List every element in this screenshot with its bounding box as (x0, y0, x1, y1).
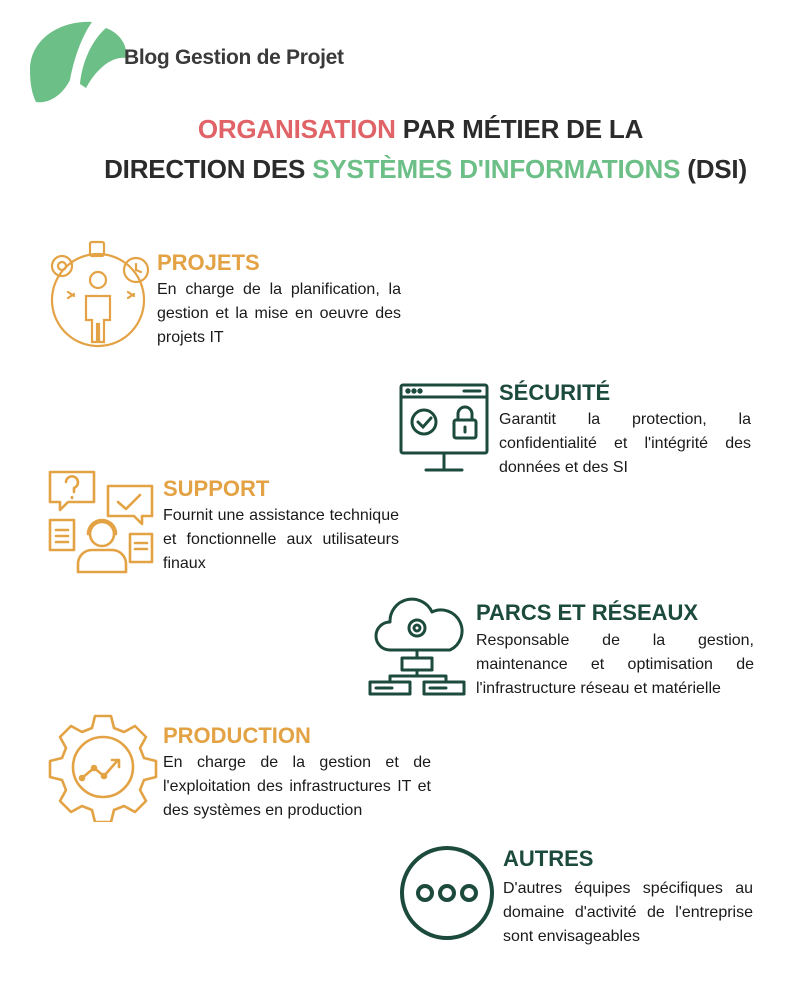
support-agent-icon (46, 468, 158, 576)
section-desc-autres: D'autres équipes spécifiques au domaine d'activité de l'entreprise sont envisageables (503, 880, 753, 945)
monitor-lock-icon (398, 382, 490, 476)
section-desc-projets: En charge de la planification, la gestion et la mise en oeuvre des projets IT (157, 281, 401, 346)
page-title-line1: ORGANISATION PAR MÉTIER DE LA (197, 114, 644, 144)
section-title-projets: PROJETS (157, 250, 260, 275)
section-title-autres: AUTRES (503, 846, 594, 871)
section-title-securite: SÉCURITÉ (499, 380, 611, 405)
blog-logo-icon (22, 18, 132, 108)
page-title-line2: DIRECTION DES SYSTÈMES D'INFORMATIONS (DSI) (104, 154, 747, 184)
cloud-network-icon (366, 596, 468, 698)
gear-chart-icon (48, 712, 158, 822)
section-title-support: SUPPORT (163, 476, 270, 501)
section-desc-securite: Garantit la protection, la confidentialité et l'intégrité des données et des SI (499, 411, 751, 476)
person-gears-icon (44, 236, 152, 352)
section-title-parcs: PARCS ET RÉSEAUX (476, 600, 699, 625)
section-desc-production: En charge de la gestion et de l'exploitation des infrastructures IT et des systèmes en production (163, 754, 431, 819)
more-dots-icon (398, 844, 496, 942)
section-desc-support: Fournit une assistance technique et fonctionnelle aux utilisateurs finaux (163, 507, 399, 572)
section-desc-parcs: Responsable de la gestion, maintenance et optimisation de l'infrastructure réseau et matérielle (476, 632, 754, 697)
section-title-production: PRODUCTION (163, 723, 311, 748)
brand-name: Blog Gestion de Projet (124, 46, 344, 69)
